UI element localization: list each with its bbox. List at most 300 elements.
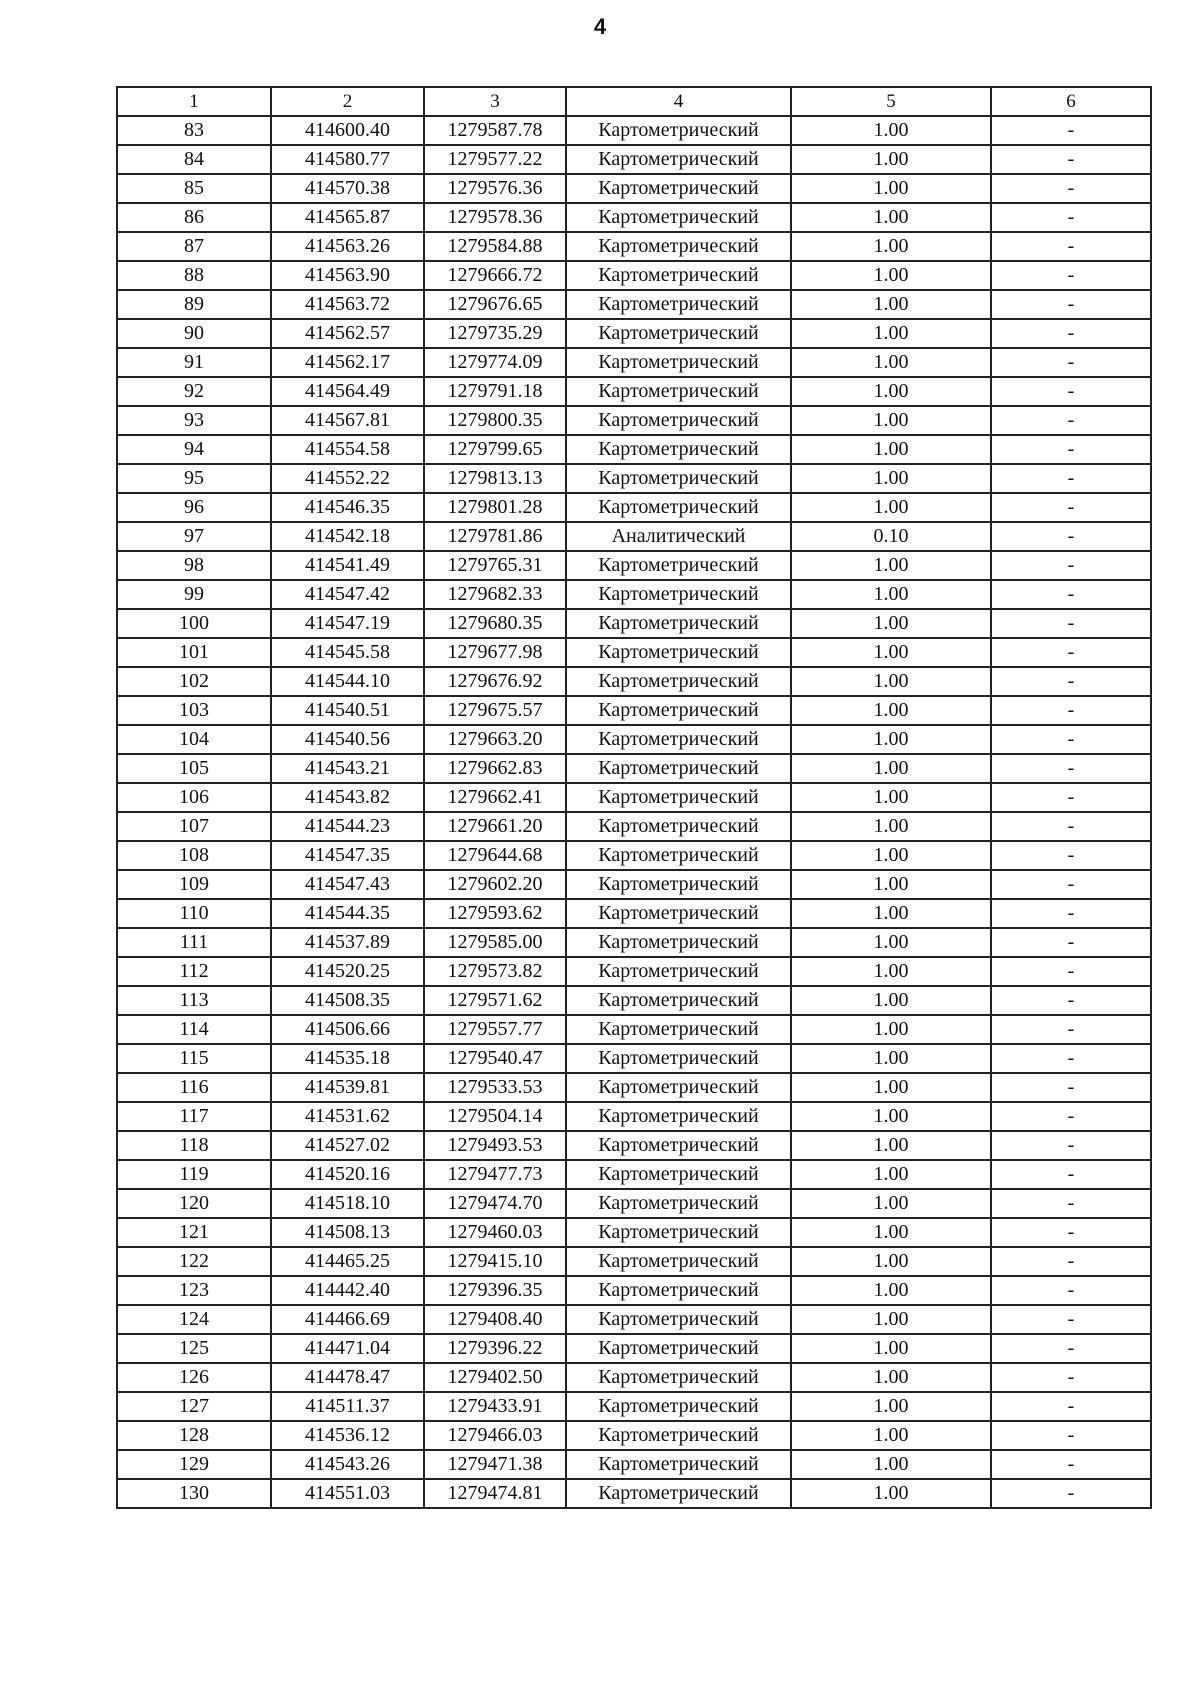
y-coordinate-cell: 1279791.18 [424,377,566,406]
x-coordinate-cell: 414518.10 [271,1189,424,1218]
point-number-cell: 115 [117,1044,271,1073]
accuracy-cell: 1.00 [791,1044,991,1073]
point-number-cell: 117 [117,1102,271,1131]
y-coordinate-cell: 1279504.14 [424,1102,566,1131]
point-number-cell: 110 [117,899,271,928]
x-coordinate-cell: 414547.42 [271,580,424,609]
method-cell: Картометрический [566,870,791,899]
accuracy-cell: 1.00 [791,812,991,841]
point-number-cell: 83 [117,116,271,145]
method-cell: Картометрический [566,725,791,754]
description-cell: - [991,1392,1151,1421]
y-coordinate-cell: 1279415.10 [424,1247,566,1276]
point-number-cell: 118 [117,1131,271,1160]
description-cell: - [991,928,1151,957]
table-row [117,232,1151,261]
y-coordinate-cell: 1279557.77 [424,1015,566,1044]
header-cell-1: 1 [117,87,271,116]
point-number-cell: 90 [117,319,271,348]
y-coordinate-cell: 1279676.92 [424,667,566,696]
y-coordinate-cell: 1279675.57 [424,696,566,725]
description-cell: - [991,609,1151,638]
table-row [117,1160,1151,1189]
method-cell: Картометрический [566,145,791,174]
point-number-cell: 128 [117,1421,271,1450]
method-cell: Картометрический [566,261,791,290]
x-coordinate-cell: 414540.51 [271,696,424,725]
method-cell: Картометрический [566,406,791,435]
description-cell: - [991,319,1151,348]
point-number-cell: 125 [117,1334,271,1363]
x-coordinate-cell: 414508.13 [271,1218,424,1247]
table-body [117,116,1151,1508]
description-cell: - [991,348,1151,377]
method-cell: Картометрический [566,1015,791,1044]
y-coordinate-cell: 1279774.09 [424,348,566,377]
method-cell: Картометрический [566,899,791,928]
y-coordinate-cell: 1279573.82 [424,957,566,986]
x-coordinate-cell: 414471.04 [271,1334,424,1363]
y-coordinate-cell: 1279474.81 [424,1479,566,1508]
point-number-cell: 120 [117,1189,271,1218]
table-row [117,116,1151,145]
accuracy-cell: 1.00 [791,1450,991,1479]
y-coordinate-cell: 1279577.22 [424,145,566,174]
point-number-cell: 107 [117,812,271,841]
point-number-cell: 94 [117,435,271,464]
y-coordinate-cell: 1279433.91 [424,1392,566,1421]
description-cell: - [991,1276,1151,1305]
table-row [117,957,1151,986]
x-coordinate-cell: 414539.81 [271,1073,424,1102]
point-number-cell: 96 [117,493,271,522]
table-row [117,1276,1151,1305]
accuracy-cell: 1.00 [791,783,991,812]
table-row [117,667,1151,696]
x-coordinate-cell: 414565.87 [271,203,424,232]
table-row [117,348,1151,377]
accuracy-cell: 1.00 [791,493,991,522]
table-row [117,1044,1151,1073]
accuracy-cell: 1.00 [791,1479,991,1508]
x-coordinate-cell: 414527.02 [271,1131,424,1160]
accuracy-cell: 1.00 [791,551,991,580]
point-number-cell: 95 [117,464,271,493]
table-row [117,1334,1151,1363]
y-coordinate-cell: 1279682.33 [424,580,566,609]
point-number-cell: 85 [117,174,271,203]
table-row [117,203,1151,232]
method-cell: Картометрический [566,377,791,406]
y-coordinate-cell: 1279800.35 [424,406,566,435]
table-row [117,261,1151,290]
x-coordinate-cell: 414547.43 [271,870,424,899]
method-cell: Картометрический [566,754,791,783]
point-number-cell: 114 [117,1015,271,1044]
accuracy-cell: 1.00 [791,1160,991,1189]
description-cell: - [991,725,1151,754]
description-cell: - [991,1218,1151,1247]
accuracy-cell: 1.00 [791,1015,991,1044]
point-number-cell: 97 [117,522,271,551]
x-coordinate-cell: 414545.58 [271,638,424,667]
table-row [117,986,1151,1015]
description-cell: - [991,957,1151,986]
description-cell: - [991,232,1151,261]
accuracy-cell: 1.00 [791,232,991,261]
accuracy-cell: 1.00 [791,1276,991,1305]
accuracy-cell: 1.00 [791,609,991,638]
point-number-cell: 108 [117,841,271,870]
description-cell: - [991,1247,1151,1276]
table-row [117,377,1151,406]
point-number-cell: 98 [117,551,271,580]
description-cell: - [991,899,1151,928]
point-number-cell: 130 [117,1479,271,1508]
description-cell: - [991,522,1151,551]
table-row [117,1479,1151,1508]
point-number-cell: 129 [117,1450,271,1479]
x-coordinate-cell: 414600.40 [271,116,424,145]
x-coordinate-cell: 414552.22 [271,464,424,493]
point-number-cell: 84 [117,145,271,174]
method-cell: Картометрический [566,290,791,319]
description-cell: - [991,203,1151,232]
point-number-cell: 126 [117,1363,271,1392]
x-coordinate-cell: 414506.66 [271,1015,424,1044]
point-number-cell: 119 [117,1160,271,1189]
method-cell: Картометрический [566,841,791,870]
y-coordinate-cell: 1279533.53 [424,1073,566,1102]
y-coordinate-cell: 1279471.38 [424,1450,566,1479]
method-cell: Картометрический [566,957,791,986]
accuracy-cell: 1.00 [791,261,991,290]
method-cell: Картометрический [566,638,791,667]
accuracy-cell: 1.00 [791,1218,991,1247]
table-row [117,406,1151,435]
y-coordinate-cell: 1279576.36 [424,174,566,203]
y-coordinate-cell: 1279585.00 [424,928,566,957]
accuracy-cell: 1.00 [791,580,991,609]
y-coordinate-cell: 1279593.62 [424,899,566,928]
y-coordinate-cell: 1279735.29 [424,319,566,348]
y-coordinate-cell: 1279765.31 [424,551,566,580]
method-cell: Картометрический [566,1305,791,1334]
table-row [117,551,1151,580]
method-cell: Картометрический [566,493,791,522]
description-cell: - [991,464,1151,493]
description-cell: - [991,377,1151,406]
table-row [117,1015,1151,1044]
y-coordinate-cell: 1279677.98 [424,638,566,667]
x-coordinate-cell: 414531.62 [271,1102,424,1131]
x-coordinate-cell: 414542.18 [271,522,424,551]
x-coordinate-cell: 414567.81 [271,406,424,435]
y-coordinate-cell: 1279466.03 [424,1421,566,1450]
point-number-cell: 127 [117,1392,271,1421]
point-number-cell: 89 [117,290,271,319]
y-coordinate-cell: 1279396.22 [424,1334,566,1363]
description-cell: - [991,493,1151,522]
point-number-cell: 121 [117,1218,271,1247]
description-cell: - [991,1305,1151,1334]
accuracy-cell: 1.00 [791,1363,991,1392]
coordinates-table [116,86,1152,1509]
y-coordinate-cell: 1279644.68 [424,841,566,870]
y-coordinate-cell: 1279663.20 [424,725,566,754]
accuracy-cell: 1.00 [791,116,991,145]
accuracy-cell: 1.00 [791,435,991,464]
table-row [117,174,1151,203]
accuracy-cell: 1.00 [791,638,991,667]
x-coordinate-cell: 414541.49 [271,551,424,580]
point-number-cell: 122 [117,1247,271,1276]
x-coordinate-cell: 414536.12 [271,1421,424,1450]
point-number-cell: 103 [117,696,271,725]
y-coordinate-cell: 1279493.53 [424,1131,566,1160]
method-cell: Картометрический [566,116,791,145]
point-number-cell: 116 [117,1073,271,1102]
method-cell: Картометрический [566,1392,791,1421]
x-coordinate-cell: 414520.25 [271,957,424,986]
header-cell-6: 6 [991,87,1151,116]
accuracy-cell: 1.00 [791,841,991,870]
method-cell: Картометрический [566,783,791,812]
x-coordinate-cell: 414543.26 [271,1450,424,1479]
table-row [117,725,1151,754]
description-cell: - [991,1044,1151,1073]
point-number-cell: 112 [117,957,271,986]
y-coordinate-cell: 1279396.35 [424,1276,566,1305]
table-row [117,1421,1151,1450]
table-row [117,464,1151,493]
method-cell: Картометрический [566,696,791,725]
method-cell: Картометрический [566,1450,791,1479]
header-row [117,87,1151,116]
point-number-cell: 101 [117,638,271,667]
table-row [117,783,1151,812]
description-cell: - [991,1450,1151,1479]
y-coordinate-cell: 1279813.13 [424,464,566,493]
description-cell: - [991,638,1151,667]
x-coordinate-cell: 414562.17 [271,348,424,377]
method-cell: Картометрический [566,580,791,609]
description-cell: - [991,841,1151,870]
x-coordinate-cell: 414543.82 [271,783,424,812]
accuracy-cell: 1.00 [791,348,991,377]
description-cell: - [991,1421,1151,1450]
method-cell: Картометрический [566,464,791,493]
point-number-cell: 111 [117,928,271,957]
accuracy-cell: 1.00 [791,1247,991,1276]
accuracy-cell: 1.00 [791,1073,991,1102]
table-row [117,1450,1151,1479]
header-cell-2: 2 [271,87,424,116]
y-coordinate-cell: 1279781.86 [424,522,566,551]
accuracy-cell: 1.00 [791,696,991,725]
description-cell: - [991,1160,1151,1189]
x-coordinate-cell: 414508.35 [271,986,424,1015]
y-coordinate-cell: 1279408.40 [424,1305,566,1334]
y-coordinate-cell: 1279799.65 [424,435,566,464]
x-coordinate-cell: 414551.03 [271,1479,424,1508]
description-cell: - [991,870,1151,899]
method-cell: Картометрический [566,1334,791,1363]
y-coordinate-cell: 1279662.83 [424,754,566,783]
accuracy-cell: 1.00 [791,870,991,899]
accuracy-cell: 1.00 [791,1305,991,1334]
method-cell: Картометрический [566,348,791,377]
accuracy-cell: 1.00 [791,406,991,435]
point-number-cell: 92 [117,377,271,406]
accuracy-cell: 1.00 [791,725,991,754]
y-coordinate-cell: 1279662.41 [424,783,566,812]
description-cell: - [991,116,1151,145]
accuracy-cell: 1.00 [791,174,991,203]
method-cell: Картометрический [566,232,791,261]
method-cell: Картометрический [566,435,791,464]
header-cell-3: 3 [424,87,566,116]
table-row [117,609,1151,638]
table-row [117,696,1151,725]
description-cell: - [991,261,1151,290]
x-coordinate-cell: 414466.69 [271,1305,424,1334]
description-cell: - [991,1102,1151,1131]
table-row [117,812,1151,841]
x-coordinate-cell: 414442.40 [271,1276,424,1305]
y-coordinate-cell: 1279578.36 [424,203,566,232]
method-cell: Картометрический [566,203,791,232]
x-coordinate-cell: 414562.57 [271,319,424,348]
table-row [117,899,1151,928]
x-coordinate-cell: 414547.19 [271,609,424,638]
x-coordinate-cell: 414563.72 [271,290,424,319]
table-row [117,1073,1151,1102]
point-number-cell: 93 [117,406,271,435]
accuracy-cell: 1.00 [791,290,991,319]
point-number-cell: 109 [117,870,271,899]
accuracy-cell: 1.00 [791,957,991,986]
description-cell: - [991,1189,1151,1218]
description-cell: - [991,145,1151,174]
method-cell: Картометрический [566,1421,791,1450]
table-row [117,870,1151,899]
point-number-cell: 86 [117,203,271,232]
accuracy-cell: 1.00 [791,899,991,928]
description-cell: - [991,551,1151,580]
point-number-cell: 99 [117,580,271,609]
table-row [117,522,1151,551]
x-coordinate-cell: 414544.10 [271,667,424,696]
y-coordinate-cell: 1279540.47 [424,1044,566,1073]
table-row [117,319,1151,348]
x-coordinate-cell: 414520.16 [271,1160,424,1189]
method-cell: Аналитический [566,522,791,551]
method-cell: Картометрический [566,1479,791,1508]
description-cell: - [991,580,1151,609]
method-cell: Картометрический [566,1189,791,1218]
method-cell: Картометрический [566,812,791,841]
description-cell: - [991,435,1151,464]
y-coordinate-cell: 1279477.73 [424,1160,566,1189]
x-coordinate-cell: 414511.37 [271,1392,424,1421]
description-cell: - [991,812,1151,841]
table-row [117,580,1151,609]
accuracy-cell: 1.00 [791,754,991,783]
description-cell: - [991,986,1151,1015]
table-row [117,1131,1151,1160]
description-cell: - [991,1479,1151,1508]
point-number-cell: 102 [117,667,271,696]
table-header [117,87,1151,116]
table-row [117,1363,1151,1392]
x-coordinate-cell: 414535.18 [271,1044,424,1073]
method-cell: Картометрический [566,928,791,957]
table-row [117,754,1151,783]
accuracy-cell: 1.00 [791,464,991,493]
accuracy-cell: 1.00 [791,1131,991,1160]
table-row [117,290,1151,319]
method-cell: Картометрический [566,174,791,203]
y-coordinate-cell: 1279602.20 [424,870,566,899]
method-cell: Картометрический [566,1044,791,1073]
point-number-cell: 105 [117,754,271,783]
description-cell: - [991,696,1151,725]
x-coordinate-cell: 414563.26 [271,232,424,261]
accuracy-cell: 1.00 [791,1189,991,1218]
accuracy-cell: 1.00 [791,1421,991,1450]
description-cell: - [991,1131,1151,1160]
method-cell: Картометрический [566,1218,791,1247]
header-cell-5: 5 [791,87,991,116]
method-cell: Картометрический [566,986,791,1015]
x-coordinate-cell: 414540.56 [271,725,424,754]
table-row [117,1189,1151,1218]
point-number-cell: 91 [117,348,271,377]
description-cell: - [991,1015,1151,1044]
x-coordinate-cell: 414546.35 [271,493,424,522]
y-coordinate-cell: 1279680.35 [424,609,566,638]
table-row [117,841,1151,870]
y-coordinate-cell: 1279666.72 [424,261,566,290]
page-number: 4 [593,14,607,39]
method-cell: Картометрический [566,1276,791,1305]
header-cell-4: 4 [566,87,791,116]
accuracy-cell: 0.10 [791,522,991,551]
method-cell: Картометрический [566,1073,791,1102]
accuracy-cell: 1.00 [791,667,991,696]
method-cell: Картометрический [566,609,791,638]
table-row [117,928,1151,957]
accuracy-cell: 1.00 [791,203,991,232]
x-coordinate-cell: 414564.49 [271,377,424,406]
x-coordinate-cell: 414580.77 [271,145,424,174]
method-cell: Картометрический [566,1102,791,1131]
accuracy-cell: 1.00 [791,986,991,1015]
y-coordinate-cell: 1279676.65 [424,290,566,319]
accuracy-cell: 1.00 [791,928,991,957]
y-coordinate-cell: 1279402.50 [424,1363,566,1392]
accuracy-cell: 1.00 [791,1392,991,1421]
y-coordinate-cell: 1279801.28 [424,493,566,522]
y-coordinate-cell: 1279587.78 [424,116,566,145]
table-row [117,1305,1151,1334]
description-cell: - [991,754,1151,783]
table-row [117,145,1151,174]
point-number-cell: 104 [117,725,271,754]
table-row [117,435,1151,464]
method-cell: Картометрический [566,667,791,696]
